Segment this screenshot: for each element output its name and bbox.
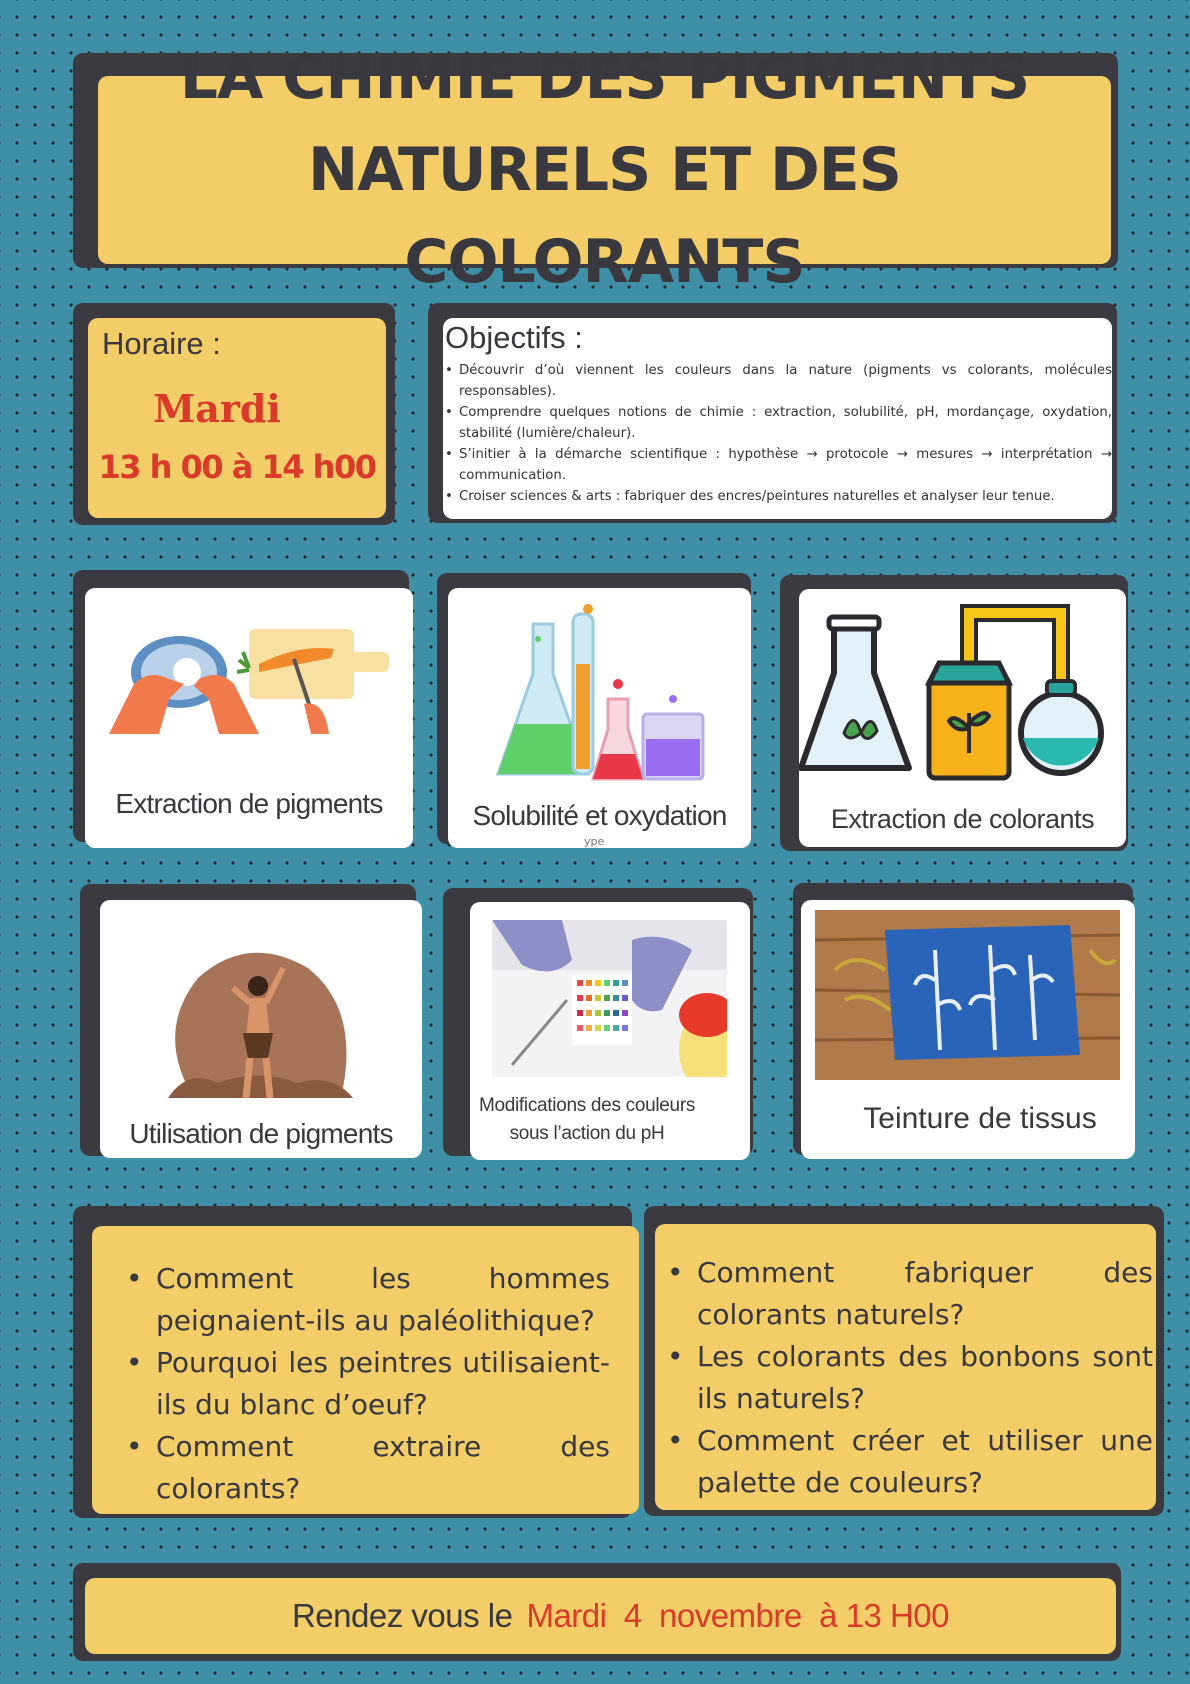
card-teinture-tissus [801, 900, 1135, 1159]
card-label: Extraction de pigments [115, 788, 383, 819]
question-item: • Comment les hommes peignaient-ils au paléolithique? [126, 1258, 610, 1342]
objective-item: • Comprendre quelques notions de chimie : extraction, solubilité, pH, mordançage, oxydation, stabilité (lumière/chaleur). [459, 402, 1112, 444]
questions-right-panel [655, 1224, 1156, 1510]
question-item: • Comment fabriquer des colorants naturels? [667, 1252, 1153, 1336]
distillation-icon [799, 603, 1119, 793]
card-label: Extraction de colorants [830, 804, 1095, 834]
card-modifications-ph [470, 902, 750, 1160]
card-label: Utilisation de pigments [129, 1118, 393, 1149]
objective-item: • Découvrir d’où viennent les couleurs dans la nature (pigments vs colorants, molécules responsables). [459, 360, 1112, 402]
schedule-time: 13 h 00 à 14 h00 [98, 448, 376, 486]
schedule-panel [88, 318, 386, 518]
question-item: • Comment extraire des colorants? [126, 1426, 610, 1510]
footer-panel [85, 1578, 1116, 1654]
objectives-list [443, 360, 1112, 507]
poster-title-panel [98, 43, 1111, 297]
card-solubilite-oxydation [448, 588, 751, 848]
ph-strip-photo [492, 920, 727, 1077]
hands-cutting-carrot-icon [99, 624, 399, 774]
caveman-painting-icon [158, 928, 358, 1118]
card-extraction-pigments [85, 588, 413, 848]
question-item: • Comment créer et utiliser une palette de couleurs? [667, 1420, 1153, 1504]
footer-prefix: Rendez vous le [291, 1597, 513, 1634]
cyanotype-fabric-photo [815, 910, 1120, 1080]
question-item: • Les colorants des bonbons sont ils naturels? [667, 1336, 1153, 1420]
objectives-panel [443, 318, 1112, 519]
objectives-title: Objectifs : [445, 320, 583, 355]
poster-title: LA CHIMIE DES PIGMENTS NATURELS ET DES COLORANTS [179, 43, 1030, 297]
objective-item: • Croiser sciences & arts : fabriquer des encres/peintures naturelles et analyser leur tenue. [459, 486, 1112, 507]
card-sublabel: ype [584, 835, 605, 848]
objective-item: • S’initier à la démarche scientifique : hypothèse → protocole → mesures → interprétation → communication. [459, 444, 1112, 486]
questions-right-list [667, 1252, 1153, 1504]
questions-left-panel [92, 1226, 639, 1514]
card-label: Teinture de tissus [863, 1102, 1097, 1135]
card-extraction-colorants [799, 589, 1126, 847]
schedule-day: Mardi [153, 386, 281, 431]
lab-glassware-icon [493, 604, 713, 794]
card-utilisation-pigments [100, 900, 422, 1158]
schedule-label: Horaire : [102, 326, 221, 361]
footer-text [85, 1578, 1116, 1654]
questions-left-list [126, 1258, 610, 1510]
question-item: • Pourquoi les peintres utilisaient-ils du blanc d’oeuf? [126, 1342, 610, 1426]
card-label: Modifications des couleurs sous l’action du pH [478, 1095, 696, 1144]
card-label: Solubilité et oxydation [472, 800, 727, 831]
footer-date: Mardi 4 novembre à 13 H00 [526, 1597, 950, 1634]
